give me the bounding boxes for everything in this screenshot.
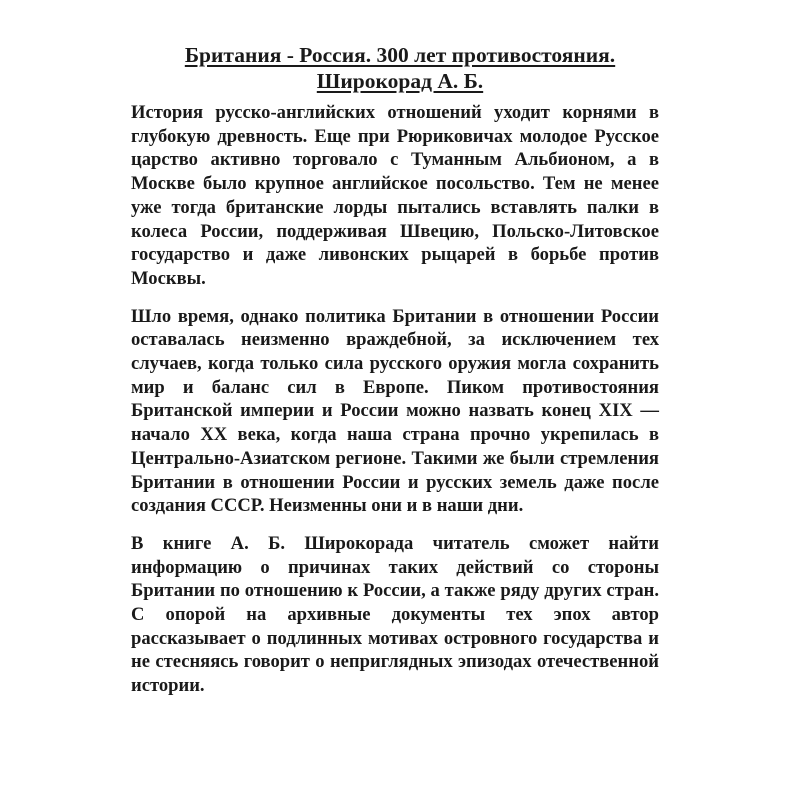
paragraph-3: В книге А. Б. Широкорада читатель сможет найти информацию о причинах таких действий со стороны Британии по отношению к России, а также ряду других стран. С опорой на архивные документы тех эпох автор рассказывает о подлинных мотивах островного государства и не стесняясь говорит о неприглядных эпизодах отечественной истории. [131, 532, 659, 697]
paragraph-1: История русско-английских отношений уходит корнями в глубокую древность. Еще при Рюриковичах молодое Русское царство активно торговало с Туманным Альбионом, а в Москве было крупное английское посольство. Тем не менее уже тогда британские лорды пытались вставлять палки в колеса России, поддерживая Швецию, Польско-Литовское государство и даже ливонских рыцарей в борьбе против Москвы. [131, 102, 659, 289]
title-line-2-author: Широкорад А. Б. [316, 69, 484, 93]
document-title [0, 42, 800, 94]
document-body [131, 101, 659, 712]
paragraph-2: Шло время, однако политика Британии в отношении России оставалась неизменно враждебной, за исключением тех случаев, когда только сила русского оружия могла сохранить мир и баланс сил в Европе. Пиком противостояния Британской империи и России можно назвать конец XIX — начало XX века, когда наша страна прочно укрепилась в Центрально-Азиатском регионе. Такими же были стремления Британии в отношении России и русских земель даже после создания СССР. Неизменны они и в наши дни. [131, 305, 659, 517]
title-line-1: Британия - Россия. 300 лет противостояния. [184, 43, 616, 67]
